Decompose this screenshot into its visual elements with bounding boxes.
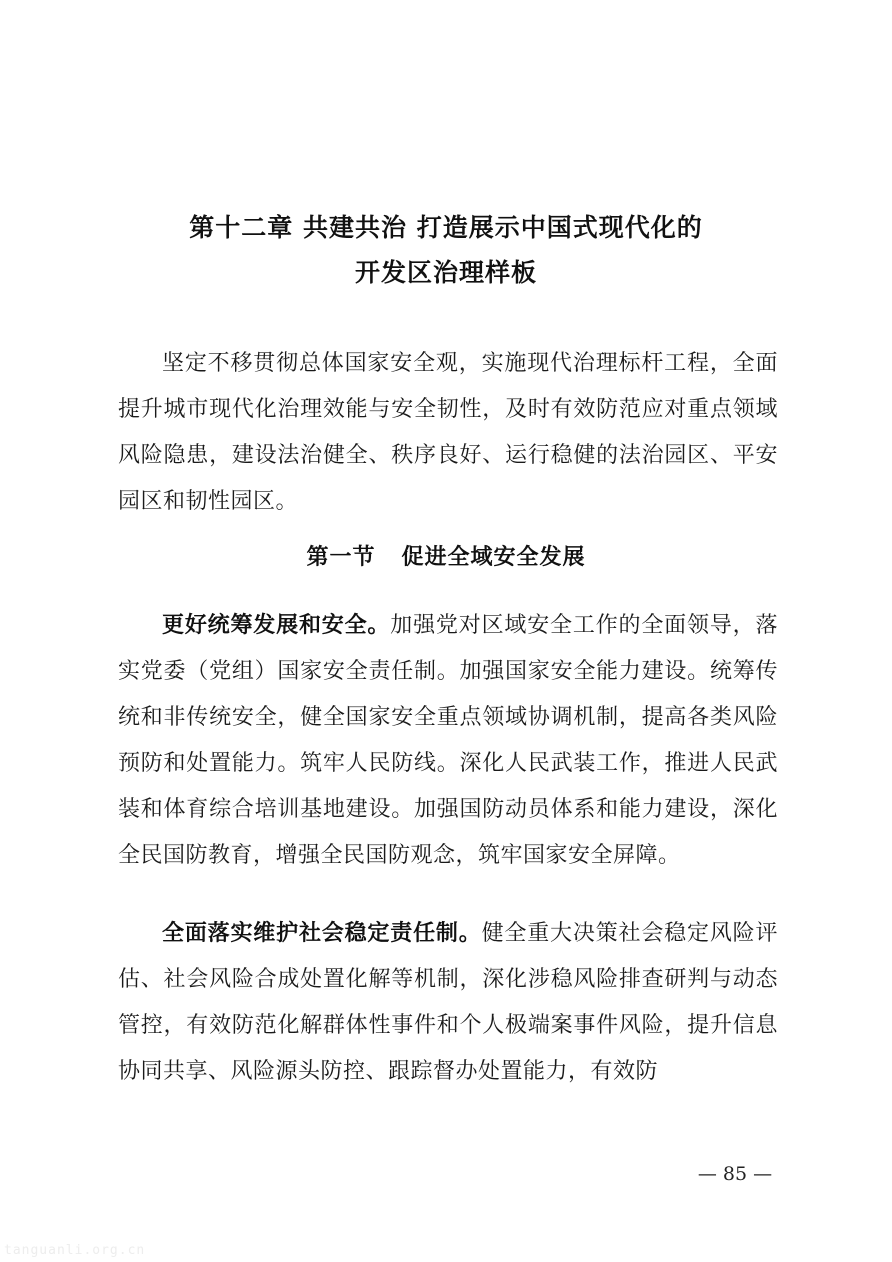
watermark: tanguanli.org.cn [4,1243,146,1258]
paragraph-text-1: 加强党对区域安全工作的全面领导，落实党委（党组）国家安全责任制。加强国家安全能力建设。统筹传统和非传统安全，健全国家安全重点领域协调机制，提高各类风险预防和处置能力。筑牢人民防线。深化人民武装工作，推进人民武装和体育综合培训基地建设。加强国防动员体系和能力建设，深化全民国防教育，增强全民国防观念，筑牢国家安全屏障。 [118,613,778,868]
section-heading [0,540,892,571]
body-paragraph-2 [118,911,778,1095]
page-number: — 85 — [697,1163,773,1185]
intro-paragraph: 坚定不移贯彻总体国家安全观，实施现代治理标杆工程，全面提升城市现代化治理效能与安全韧性，及时有效防范应对重点领域风险隐患，建设法治健全、秩序良好、运行稳健的法治园区、平安园区和韧性园区。 [118,351,778,514]
chapter-title-line-2: 开发区治理样板 [354,258,537,287]
body-paragraph-1 [118,603,778,879]
paragraph-lead-2: 全面落实维护社会稳定责任制。 [162,921,482,946]
chapter-title-line-1: 第十二章 共建共治 打造展示中国式现代化的 [189,213,703,242]
section-number: 第一节 [306,545,376,570]
section-title: 促进全域安全发展 [401,545,586,570]
paragraph-text-2: 健全重大决策社会稳定风险评估、社会风险合成处置化解等机制，深化涉稳风险排查研判与动态管控，有效防范化解群体性事件和个人极端案事件风险，提升信息协同共享、风险源头防控、跟踪督办处置能力，有效防 [118,921,778,1084]
paragraph-lead-1: 更好统筹发展和安全。 [162,613,391,638]
